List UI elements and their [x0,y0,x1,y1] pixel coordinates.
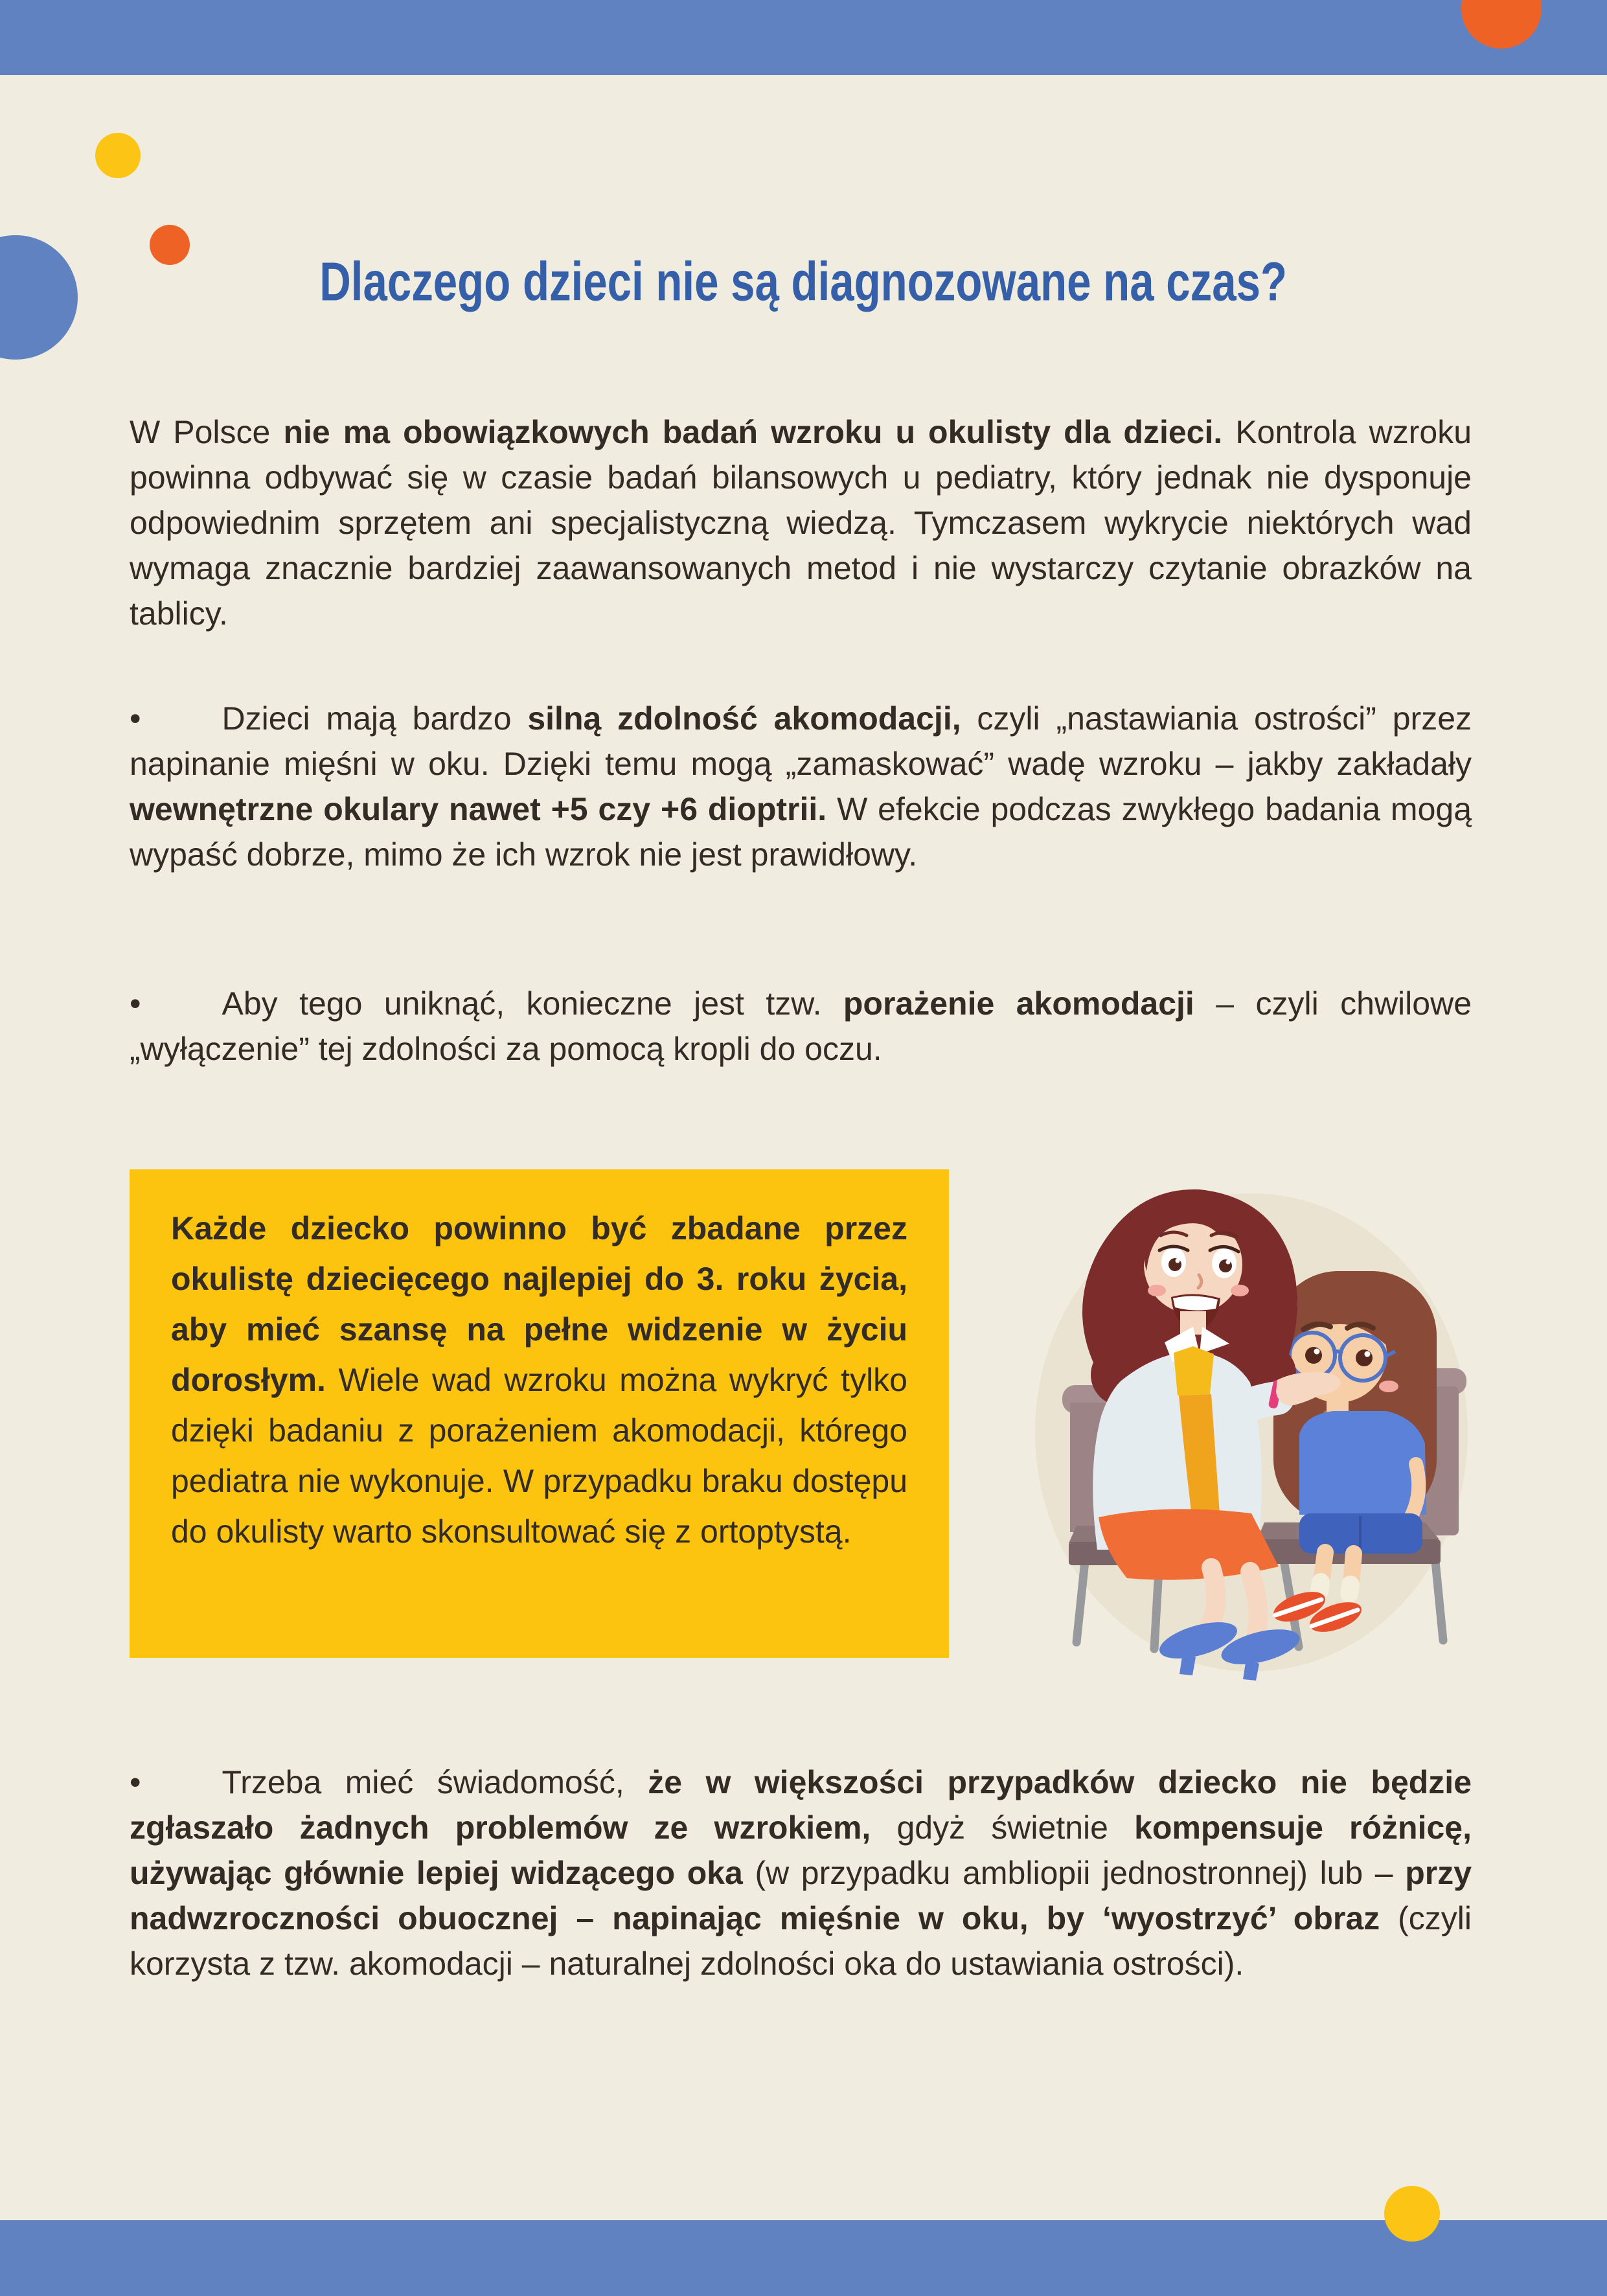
text-run: gdyż świetnie [871,1809,1135,1846]
text-run: Dzieci mają bardzo [222,700,528,737]
text-run-bold: nie ma obowiązkowych badań wzroku u okulisty dla dzieci. [283,414,1223,450]
text-run-bold: przy nadwzroczności obuocznej – napinając mięśnie w oku, by ‘wyostrzyć’ obraz [130,1855,1472,1936]
page-title-text: Dlaczego dzieci nie są diagnozowane na czas? [319,251,1288,312]
text-run: Kontrola wzroku powinna odbywać się w czasie badań bilansowych u pediatry, który jednak nie dysponuje odpowiednim sprzętem ani specjalistyczną wiedzą. Tymczasem wykrycie niektórych wad wymaga znacznie bardziej zaawansowanych metod i nie wystarczy czytanie obrazków na tablicy. [130,414,1472,632]
text-run-bold: że w większości przypadków dziecko nie będzie zgłaszało żadnych problemów ze wzrokiem, [130,1764,1472,1846]
decor-yellow-bottom-circle [1384,2186,1440,2242]
text-run: Wiele wad wzroku można wykryć tylko dzięki badaniu z porażeniem akomodacji, którego pediatra nie wykonuje. W przypadku braku dostępu do okulisty warto skonsultować się z ortoptystą. [171,1362,907,1550]
text-run: W efekcie podczas zwykłego badania mogą wypaść dobrze, mimo że ich wzrok nie jest prawidłowy. [130,791,1472,873]
highlight-box [130,1169,949,1658]
text-run-bold: kompensuje różnicę, używając głównie lepiej widzącego oka [130,1809,1472,1891]
text-run: Trzeba mieć świadomość, [222,1764,648,1800]
bottom-bar [0,2220,1607,2296]
text-run: czyli „nastawiania ostrości” przez napinanie mięśni w oku. Dzięki temu mogą „zamaskować” wadę wzroku – jakby zakładały [130,700,1472,782]
text-run-bold: silną zdolność akomodacji, [527,700,961,737]
text-run-bold: porażenie akomodacji [843,985,1194,1022]
text-run: W Polsce [130,414,284,450]
decor-yellow-dot [95,133,141,178]
bullet-icon: • [130,1764,141,1800]
illustration-doctor-examining-child [972,1160,1555,1684]
text-run: (w przypadku ambliopii jednostronnej) lub – [742,1855,1406,1891]
bullet-item-awareness [130,1760,1472,1986]
top-bar [0,0,1607,75]
text-run: (czyli korzysta z tzw. akomodacji – naturalnej zdolności oka do ustawiania ostrości). [130,1900,1472,1982]
text-run: Aby tego uniknąć, konieczne jest tzw. [222,985,843,1022]
text-run: – czyli chwilowe „wyłączenie” tej zdolności za pomocą kropli do oczu. [130,985,1472,1067]
text-run-bold: Każde dziecko powinno być zbadane przez okulistę dziecięcego najlepiej do 3. roku życia, aby mieć szansę na pełne widzenie w życiu dorosłym. [171,1210,907,1398]
text-run-bold: wewnętrzne okulary nawet +5 czy +6 dioptrii. [130,791,827,827]
bullet-icon: • [130,700,141,737]
bullet-icon: • [130,985,141,1022]
bullet-item-accommodation [130,696,1472,877]
bullet-item-cycloplegia [130,981,1472,1072]
intro-paragraph [130,409,1472,636]
page-title [0,250,1607,310]
